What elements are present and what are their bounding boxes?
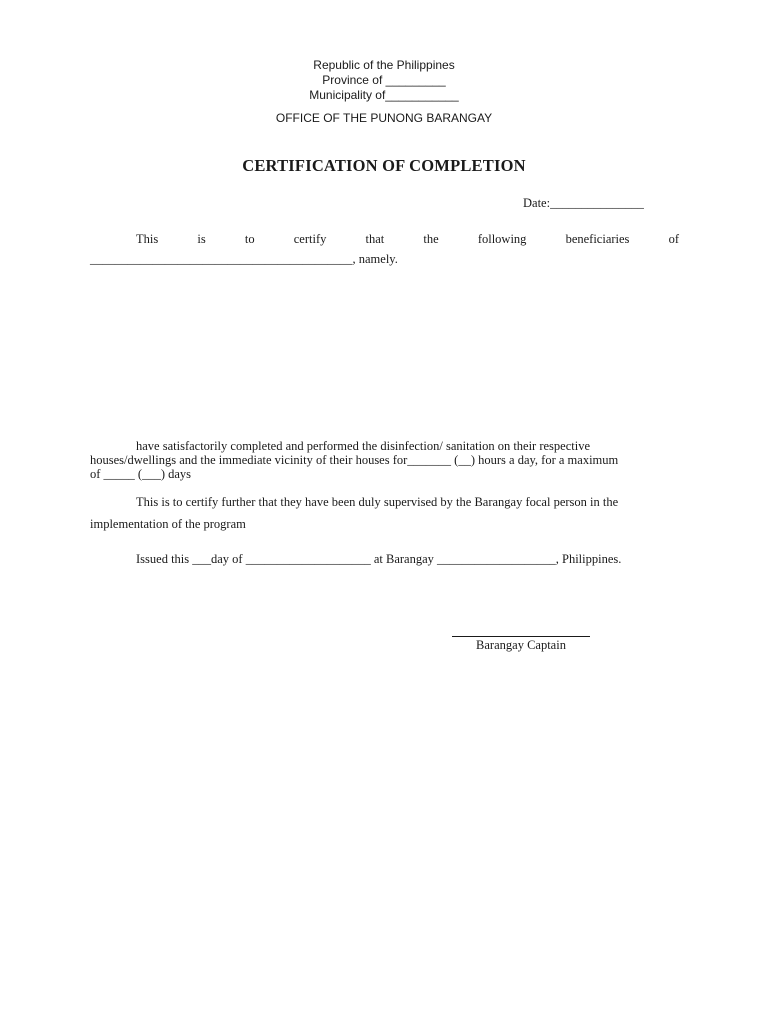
- certify-word: beneficiaries: [565, 232, 630, 246]
- certify-word: to: [244, 232, 255, 246]
- certify-word: the: [423, 232, 439, 246]
- document-title: CERTIFICATION OF COMPLETION: [242, 156, 526, 175]
- header-country: Republic of the Philippines: [313, 58, 455, 72]
- issued-line: Issued this ___day of ____________________ at Barangay ___________________, Philippines.: [136, 552, 622, 566]
- header-office: OFFICE OF THE PUNONG BARANGAY: [275, 111, 493, 125]
- completion-line-1: have satisfactorily completed and performed the disinfection/ sanitation on their respective: [136, 439, 591, 453]
- certify-line-2: __________________________________________, namely.: [90, 252, 398, 266]
- date-field: Date:_______________: [523, 196, 644, 210]
- completion-line-2: houses/dwellings and the immediate vicinity of their houses for_______ (__) hours a day, for a maximum: [90, 453, 619, 467]
- supervision-line-2: implementation of the program: [90, 517, 246, 531]
- signature-caption: Barangay Captain: [476, 638, 566, 652]
- certify-line-1: [136, 232, 679, 247]
- supervision-line-1: This is to certify further that they have been duly supervised by the Barangay focal person in the: [136, 495, 619, 509]
- certify-word: certify: [293, 232, 327, 246]
- certify-word: This: [136, 232, 159, 246]
- certify-word: that: [365, 232, 385, 246]
- certify-word: is: [197, 232, 206, 246]
- completion-line-3: of _____ (___) days: [90, 467, 192, 481]
- signature-line: [452, 636, 590, 637]
- header-municipality: Municipality of___________: [309, 88, 459, 102]
- certify-word: following: [477, 232, 527, 246]
- certify-word: of: [668, 232, 679, 246]
- header-province: Province of _________: [322, 73, 446, 87]
